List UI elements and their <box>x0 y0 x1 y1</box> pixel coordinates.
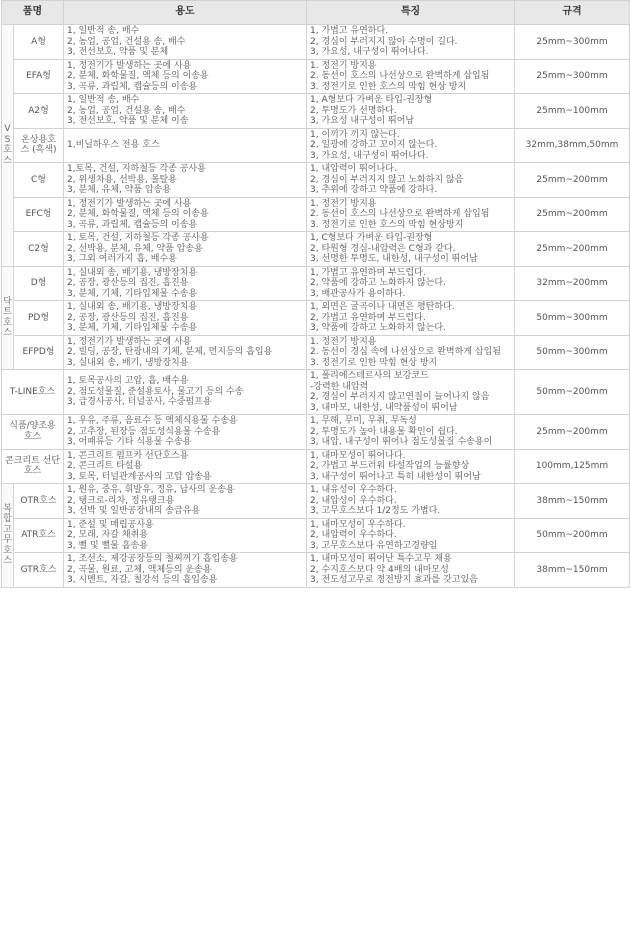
category-label: 닥 트 호 스 <box>2 266 14 370</box>
product-feature-line: 3. 정전기로 인한 호스의 막힘 현상방지 <box>310 219 464 230</box>
product-feature-line: 2. 동선이 경심 속에 나선상으로 완벽하게 삽입됨 <box>310 347 501 357</box>
product-feature-line: 1, 가볍고 유연하며 부드럽다. <box>310 267 426 278</box>
product-feature-line: 3, 내마모, 내한성, 내약품성이 뛰어남 <box>310 402 458 413</box>
product-feature-line: 1. 정전기 방지용 <box>310 336 377 347</box>
product-feature <box>307 335 515 370</box>
product-feature-line: 2, 일광에 강하고 꼬이지 않는다. <box>310 140 438 150</box>
product-use-line: 2, 위생차용, 선박용, 몰탈용 <box>67 174 177 185</box>
table-row <box>2 335 630 370</box>
product-feature-line: 2, 수지호스보다 약 4배의 내마모성 <box>310 564 449 575</box>
product-name: A2형 <box>14 94 64 129</box>
product-use-line: 2, 분체, 화학물질, 액체 등의 이송용 <box>67 71 209 81</box>
product-use-line: 1,비닐하우스 전용 호스 <box>67 140 160 150</box>
product-spec: 25mm~200mm <box>515 232 630 267</box>
product-feature-line: 3, 가요성, 내구성이 뛰어나다. <box>310 47 429 57</box>
product-name: D형 <box>14 266 64 301</box>
product-feature-line: 2, 투명도가 선명하다. <box>310 105 397 116</box>
product-spec-table <box>1 0 630 588</box>
product-use <box>64 197 307 232</box>
product-use-line: 3, 분체, 유체, 약품 압송용 <box>67 185 172 195</box>
product-use-line: 2, 농업, 공업, 건설용 송, 배수 <box>67 105 186 116</box>
product-spec: 25mm~200mm <box>515 163 630 198</box>
product-use-line: 3, 급경사공사, 터널공사, 수중펌프용 <box>67 397 212 408</box>
product-use <box>64 484 307 519</box>
product-use-line: 2, 빌딩, 공장, 탄광내의 기체, 분체, 먼지등의 흡입용 <box>67 347 273 357</box>
product-spec: 50mm~200mm <box>515 518 630 553</box>
product-spec: 50mm~300mm <box>515 301 630 336</box>
product-use-line: 1,토목, 건설, 지하철등 각종 공사용 <box>67 164 206 174</box>
product-use-line: 1, 정전기가 발생하는 곳에 사용 <box>67 336 192 347</box>
product-use <box>64 370 307 415</box>
product-feature-line: 2, 경심이 부러지지 않아 수명이 길다. <box>310 36 458 47</box>
product-use <box>64 301 307 336</box>
product-use <box>64 266 307 301</box>
table-row <box>2 518 630 553</box>
table-row <box>2 266 630 301</box>
product-feature-line: 3, 전도성고무로 정전방지 효과를 갖고있음 <box>310 575 478 585</box>
product-feature-line: 1, A형보다 가벼운 타입-권장형 <box>310 95 433 105</box>
product-use-line: 3, 실내외 송, 배기, 냉방장치용 <box>67 357 189 368</box>
product-use-line: 3, 어패류등 기타 식용물 수송용 <box>67 437 192 447</box>
product-feature-line: 1, C형보다 가벼운 타입-권장형 <box>310 233 433 243</box>
product-use <box>64 59 307 94</box>
product-feature <box>307 301 515 336</box>
product-use-line: 2, 선박용, 분체, 유체, 약품 압송용 <box>67 243 203 254</box>
product-use <box>64 94 307 129</box>
table-row <box>2 232 630 267</box>
product-use <box>64 335 307 370</box>
product-feature-line: 2, 가볍고 부드러워 타설작업의 능률향상 <box>310 461 470 471</box>
product-feature <box>307 232 515 267</box>
header-use: 용도 <box>64 1 307 25</box>
product-feature-line: 2, 가볍고 유연하며 부드럽다. <box>310 312 426 323</box>
product-feature-line: 1, 외면은 굴곡이나 내면은 평탄하다. <box>310 302 455 312</box>
product-feature-line: 1, 내마모성이 뛰어난 특수고무 채용 <box>310 554 452 564</box>
product-feature-line: 3. 정전기로 인한 막힘 현상 방지 <box>310 357 438 368</box>
product-spec: 100mm,125mm <box>515 449 630 484</box>
product-feature-line: 3, 선명한 투명도, 내한성, 내구성이 뛰어남 <box>310 254 478 264</box>
product-use <box>64 449 307 484</box>
product-use-line: 1, 일반적 송, 배수 <box>67 26 140 36</box>
product-feature-line: 1, 이끼가 끼지 않는다. <box>310 129 400 140</box>
product-feature-line: 2, 투명도가 높아 내용물 확인이 쉽다. <box>310 426 458 437</box>
table-row <box>2 553 630 588</box>
product-use-line: 1, 정전기가 발생하는 곳에 사용 <box>67 198 192 209</box>
product-name: EFPD형 <box>14 335 64 370</box>
product-use-line: 3, 곡류, 과립체, 캡슐등의 이송용 <box>67 219 198 230</box>
product-feature-line: 1, 내유성이 우수하다. <box>310 485 397 495</box>
table-row <box>2 128 630 163</box>
product-feature <box>307 484 515 519</box>
product-feature <box>307 59 515 94</box>
product-feature <box>307 197 515 232</box>
product-name: 온상용호스 (흑색) <box>14 128 64 163</box>
product-name: 콘크리트 선단호스 <box>2 449 64 484</box>
table-row <box>2 197 630 232</box>
header-spec: 규격 <box>515 1 630 25</box>
product-feature-line: 1, 무해, 무미, 무취, 무독성 <box>310 416 417 426</box>
product-use-line: 1, 실내외 송, 배기용, 냉방장치용 <box>67 267 198 278</box>
product-feature-line: 1. 정전기 방지용 <box>310 60 377 71</box>
product-name: EFC형 <box>14 197 64 232</box>
product-feature <box>307 449 515 484</box>
product-feature-line: 2, 타원형 경심-내압력은 C형과 같다. <box>310 243 456 254</box>
product-feature-line: 3, 내구성이 뛰어나고 특히 내한성이 뛰어남 <box>310 471 481 482</box>
product-use <box>64 518 307 553</box>
product-use-line: 2, 점도성물질, 준설용토사, 물고기 등의 수송 <box>67 386 244 397</box>
product-feature <box>307 415 515 450</box>
product-use-line: 1, 조선소, 제강공장등의 철찌꺼기 흡입송용 <box>67 554 238 564</box>
product-use-line: 3, 곡류, 과립체, 캡슐등의 이송용 <box>67 81 198 92</box>
product-feature-line: -강력한 내압력 <box>310 381 369 392</box>
product-use-line: 2, 곡물, 원료, 고체, 액체등의 운송용 <box>67 564 212 575</box>
category-label: V S 호 스 <box>2 25 14 267</box>
product-spec: 25mm~300mm <box>515 59 630 94</box>
product-use-line: 3, 토목, 터널관계공사의 고압 압송용 <box>67 471 212 482</box>
product-use-line: 2, 공장, 광산등의 집진, 흡진용 <box>67 312 189 323</box>
product-feature-line: 2, 경심이 부러지지 않고연질이 늘어나지 않음 <box>310 392 490 402</box>
product-use <box>64 128 307 163</box>
product-name: C2형 <box>14 232 64 267</box>
product-feature <box>307 94 515 129</box>
product-name: OTR호스 <box>14 484 64 519</box>
header-feature: 특징 <box>307 1 515 25</box>
product-feature <box>307 266 515 301</box>
product-feature-line: 2, 경심이 부러지지 않고 노화하지 않음 <box>310 174 464 185</box>
header-name: 품명 <box>2 1 64 25</box>
table-body <box>2 25 630 588</box>
product-name: C형 <box>14 163 64 198</box>
product-use-line: 1, 토목, 건설, 지하철등 각종 공사용 <box>67 233 209 243</box>
product-feature <box>307 25 515 60</box>
product-use-line: 1, 준설 및 매립공사용 <box>67 519 154 530</box>
product-feature-line: 3, 가요성, 내구성이 뛰어나다. <box>310 150 429 161</box>
product-name: A형 <box>14 25 64 60</box>
product-feature-line: 2. 동선이 호스의 나선상으로 완벽하게 삽입됨 <box>310 209 490 219</box>
product-feature <box>307 163 515 198</box>
product-feature-line: 3, 내압, 내구성이 뛰어나 점도성물질 수송용이 <box>310 437 493 447</box>
table-row <box>2 94 630 129</box>
product-use-line: 1, 정전기가 발생하는 곳에 사용 <box>67 60 192 71</box>
product-name: PD형 <box>14 301 64 336</box>
product-feature-line: 3, 고무호스보다 1/2정도 가볍다. <box>310 506 441 516</box>
product-feature-line: 3, 가요성 내구성이 뛰어남 <box>310 116 415 126</box>
product-feature-line: 1, 내압력이 뛰어나다. <box>310 164 397 174</box>
product-use-line: 3, 전선보호, 약품 및 분체 <box>67 47 169 57</box>
product-use-line: 3, 분체, 기체, 기타입체물 수송용 <box>67 288 198 299</box>
product-feature-line: 1, 폴리에스테르사의 보강코드 <box>310 371 429 381</box>
product-feature <box>307 518 515 553</box>
table-row <box>2 415 630 450</box>
product-spec: 25mm~200mm <box>515 415 630 450</box>
product-name: ATR호스 <box>14 518 64 553</box>
table-row <box>2 25 630 60</box>
product-use-line: 2, 모래, 자갈 채취용 <box>67 530 148 540</box>
product-use-line: 1, 토목공사의 고압, 흡, 배수용 <box>67 376 189 387</box>
product-use <box>64 163 307 198</box>
product-use-line: 3, 뻘 및 뻘물 흡송용 <box>67 540 148 551</box>
product-use-line: 2, 공장, 광산등의 집진, 흡진용 <box>67 278 189 288</box>
product-use-line: 3, 분체, 기체, 기타입체물 수송용 <box>67 323 198 333</box>
product-spec: 25mm~100mm <box>515 94 630 129</box>
product-use <box>64 25 307 60</box>
category-label: 복 합 고 무 호 스 <box>2 484 14 588</box>
product-feature-line: 3, 약품에 강하고 노화하지 않는다. <box>310 323 446 333</box>
product-feature-line: 1. 정전기 방지용 <box>310 198 377 209</box>
product-feature-line: 1, 내마모성이 뛰어나다. <box>310 450 406 461</box>
product-use-line: 1, 실내외 송, 배기용, 냉방장치용 <box>67 302 198 312</box>
product-use-line: 2, 탱크로-리차, 정유탱크용 <box>67 495 175 506</box>
product-feature-line: 3, 추위에 강하고 약품에 강하다. <box>310 185 438 195</box>
product-spec: 25mm~200mm <box>515 197 630 232</box>
product-feature-line: 1, 가볍고 유연하다. <box>310 26 389 36</box>
product-feature <box>307 128 515 163</box>
product-feature <box>307 553 515 588</box>
product-spec: 38mm~150mm <box>515 553 630 588</box>
product-feature-line: 2, 내압성이 우수하다. <box>310 495 397 506</box>
table-row <box>2 301 630 336</box>
product-feature <box>307 370 515 415</box>
table-row <box>2 484 630 519</box>
product-use-line: 3, 선박 및 일반공장내의 송급유용 <box>67 506 201 516</box>
product-feature-line: 2. 동선이 호스의 나선상으로 완벽하게 삽입됨 <box>310 71 490 81</box>
product-spec: 32mm,38mm,50mm <box>515 128 630 163</box>
product-use-line: 1, 우유, 주류, 음료수 등 액체식용물 수송용 <box>67 416 238 426</box>
product-name: GTR호스 <box>14 553 64 588</box>
product-spec: 25mm~300mm <box>515 25 630 60</box>
product-use-line: 1, 콘크리트 펌프카 선단호스용 <box>67 450 189 461</box>
product-use-line: 3, 그외 여러가지 흡, 배수용 <box>67 254 177 264</box>
product-feature-line: 2, 내압력이 우수하다. <box>310 530 397 540</box>
product-use-line: 2, 콘크리트 타설용 <box>67 461 143 471</box>
product-use-line: 2, 농업, 공업, 건설용 송, 배수 <box>67 36 186 47</box>
product-spec: 32mm~200mm <box>515 266 630 301</box>
product-use-line: 3, 전선보호, 약품 및 분체 이송 <box>67 116 189 126</box>
product-name: 식품/양조용호스 <box>2 415 64 450</box>
product-use-line: 2, 고추장, 된장등 점도성식용물 수송용 <box>67 426 221 437</box>
product-use-line: 2, 분체, 화학물질, 액체 등의 이송용 <box>67 209 209 219</box>
product-use <box>64 553 307 588</box>
product-feature-line: 3, 고무호스보다 유연하고경량임 <box>310 540 438 551</box>
product-feature-line: 3, 배관공사가 용이하다. <box>310 288 406 299</box>
table-row <box>2 370 630 415</box>
header-row <box>2 1 630 25</box>
table-row <box>2 449 630 484</box>
product-feature-line: 2, 약품에 강하고 노화하지 않는다. <box>310 278 446 288</box>
table-row <box>2 59 630 94</box>
table-row <box>2 163 630 198</box>
product-spec: 50mm~200mm <box>515 370 630 415</box>
product-name: EFA형 <box>14 59 64 94</box>
product-use <box>64 232 307 267</box>
product-spec: 50mm~300mm <box>515 335 630 370</box>
product-use-line: 1, 원유, 중유, 휘발유, 정유, 납사의 운송용 <box>67 485 235 495</box>
product-feature-line: 3. 정전기로 인한 호스의 막힘 현상 방지 <box>310 81 467 92</box>
product-use-line: 3, 시멘트, 자갈, 철강석 등의 흡입송용 <box>67 575 218 585</box>
product-name: T-LINE호스 <box>2 370 64 415</box>
product-spec: 38mm~150mm <box>515 484 630 519</box>
product-use-line: 1, 일반적 송, 배수 <box>67 95 140 105</box>
product-feature-line: 1, 내마모성이 우수하다. <box>310 519 406 530</box>
product-use <box>64 415 307 450</box>
